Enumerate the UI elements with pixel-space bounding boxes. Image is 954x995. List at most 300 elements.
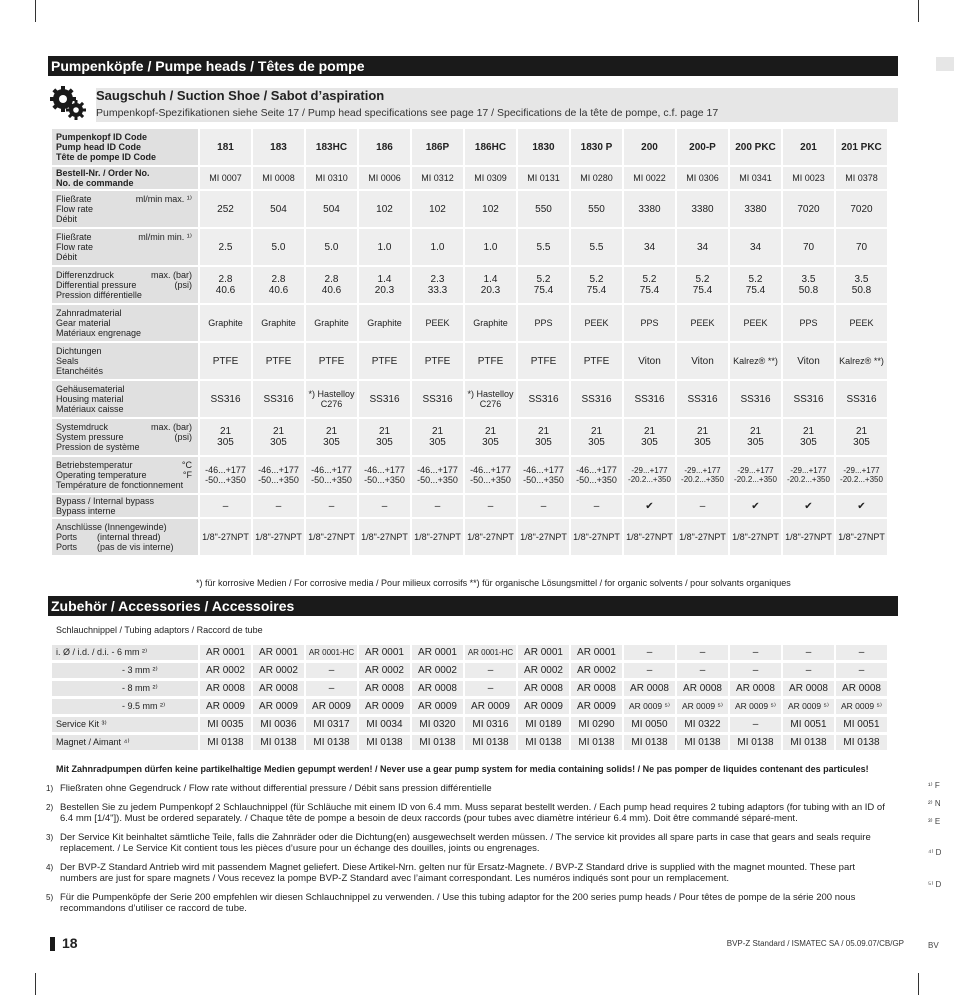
temp-cell: -29...+177 -20.2...+350	[783, 457, 834, 493]
sys-pressure-cell: 21 305	[783, 419, 834, 455]
order-cell: MI 0312	[412, 167, 463, 189]
acc-cell: AR 0001	[200, 645, 251, 660]
acc-cell: AR 0002	[412, 663, 463, 678]
acc-cell: AR 0009	[571, 699, 622, 714]
row-label: max. (bar) (psi) Differenzdruck Differential pressure Pression différentielle	[52, 267, 198, 303]
acc-cell: AR 0001	[412, 645, 463, 660]
order-cell: MI 0007	[200, 167, 251, 189]
housing-cell: *) Hastelloy C276	[465, 381, 516, 417]
flow-min-cell: 34	[730, 229, 781, 265]
housing-cell: SS316	[730, 381, 781, 417]
table-row	[52, 645, 887, 660]
acc-cell: –	[836, 663, 887, 678]
seals-cell: Viton	[783, 343, 834, 379]
acc-cell: AR 0008	[677, 681, 728, 696]
acc-cell: MI 0189	[518, 717, 569, 732]
housing-cell: SS316	[412, 381, 463, 417]
acc-cell: AR 0009 ⁵⁾	[624, 699, 675, 714]
acc-cell: MI 0138	[306, 735, 357, 750]
table-row	[52, 495, 887, 517]
acc-cell: AR 0002	[200, 663, 251, 678]
acc-cell: MI 0138	[677, 735, 728, 750]
acc-cell: –	[730, 717, 781, 732]
gear-cell: PPS	[783, 305, 834, 341]
housing-cell: SS316	[359, 381, 410, 417]
acc-cell: AR 0008	[783, 681, 834, 696]
seals-cell: PTFE	[518, 343, 569, 379]
acc-cell: –	[783, 645, 834, 660]
table-row	[52, 191, 887, 227]
head-id-cell: 181	[200, 129, 251, 165]
sys-pressure-cell: 21 305	[518, 419, 569, 455]
acc-cell: AR 0008	[624, 681, 675, 696]
row-label: Anschlüsse (Innengewinde) Ports (internal thread) Ports (pas de vis interne)	[52, 519, 198, 555]
temp-cell: -29...+177 -20.2...+350	[836, 457, 887, 493]
bypass-cell: ✔	[836, 495, 887, 517]
table-row	[52, 229, 887, 265]
table-row	[52, 735, 887, 750]
acc-cell: –	[836, 645, 887, 660]
ports-cell: 1/8"-27NPT	[783, 519, 834, 555]
housing-cell: SS316	[571, 381, 622, 417]
sys-pressure-cell: 21 305	[412, 419, 463, 455]
acc-cell: AR 0008	[200, 681, 251, 696]
acc-cell: MI 0051	[836, 717, 887, 732]
acc-cell: AR 0008	[836, 681, 887, 696]
housing-cell: SS316	[836, 381, 887, 417]
acc-cell: AR 0001	[571, 645, 622, 660]
bypass-cell: ✔	[730, 495, 781, 517]
crop-mark	[35, 0, 36, 22]
acc-cell: MI 0050	[624, 717, 675, 732]
acc-cell: –	[465, 681, 516, 696]
row-label: Zahnradmaterial Gear material Matériaux engrenage	[52, 305, 198, 341]
row-label: i. Ø / i.d. / d.i. - 6 mm ²⁾	[52, 645, 198, 660]
order-cell: MI 0310	[306, 167, 357, 189]
acc-cell: AR 0008	[518, 681, 569, 696]
ports-cell: 1/8"-27NPT	[306, 519, 357, 555]
accessories-subtitle: Schlauchnippel / Tubing adaptors / Raccord de tube	[56, 625, 263, 635]
next-page-mark: ²⁾ N	[928, 799, 941, 808]
flow-min-cell: 34	[624, 229, 675, 265]
acc-cell: –	[306, 681, 357, 696]
flow-max-cell: 550	[518, 191, 569, 227]
gear-cell: PEEK	[730, 305, 781, 341]
temp-cell: -46...+177 -50...+350	[412, 457, 463, 493]
ports-cell: 1/8"-27NPT	[624, 519, 675, 555]
footnotes	[46, 783, 892, 922]
bypass-cell: ✔	[783, 495, 834, 517]
ports-cell: 1/8"-27NPT	[465, 519, 516, 555]
gear-cell: Graphite	[306, 305, 357, 341]
row-label: Magnet / Aimant ⁴⁾	[52, 735, 198, 750]
head-id-cell: 1830 P	[571, 129, 622, 165]
acc-cell: AR 0008	[730, 681, 781, 696]
acc-cell: AR 0001	[518, 645, 569, 660]
gear-cell: Graphite	[200, 305, 251, 341]
flow-max-cell: 3380	[677, 191, 728, 227]
bypass-cell: –	[518, 495, 569, 517]
seals-cell: PTFE	[412, 343, 463, 379]
bypass-cell: –	[465, 495, 516, 517]
housing-cell: SS316	[518, 381, 569, 417]
acc-cell: –	[624, 663, 675, 678]
acc-cell: AR 0009 ⁵⁾	[836, 699, 887, 714]
table-row	[52, 681, 887, 696]
bypass-cell: ✔	[624, 495, 675, 517]
temp-cell: -46...+177 -50...+350	[518, 457, 569, 493]
warning-text: Mit Zahnradpumpen dürfen keine partikelhaltige Medien gepumpt werden! / Never use a gear pump system for media containing solids! / Ne pas pomper de liquides contenant des particules!	[56, 764, 869, 774]
temp-cell: -29...+177 -20.2...+350	[730, 457, 781, 493]
page-footer: BVP-Z Standard / ISMATEC SA / 05.09.07/CB/GP	[726, 939, 904, 948]
table-row	[52, 717, 887, 732]
acc-cell: –	[783, 663, 834, 678]
diff-pressure-cell: 1.4 20.3	[465, 267, 516, 303]
ports-cell: 1/8"-27NPT	[677, 519, 728, 555]
acc-cell: AR 0002	[253, 663, 304, 678]
flow-min-cell: 34	[677, 229, 728, 265]
acc-cell: –	[306, 663, 357, 678]
acc-cell: AR 0001	[253, 645, 304, 660]
flow-max-cell: 3380	[624, 191, 675, 227]
acc-cell: MI 0138	[730, 735, 781, 750]
housing-cell: SS316	[624, 381, 675, 417]
flow-min-cell: 1.0	[465, 229, 516, 265]
temp-cell: -46...+177 -50...+350	[253, 457, 304, 493]
head-id-cell: 1830	[518, 129, 569, 165]
ports-cell: 1/8"-27NPT	[412, 519, 463, 555]
crop-mark	[35, 973, 36, 995]
table-row	[52, 519, 887, 555]
head-id-cell: 183HC	[306, 129, 357, 165]
table-row	[52, 457, 887, 493]
sys-pressure-cell: 21 305	[465, 419, 516, 455]
order-cell: MI 0309	[465, 167, 516, 189]
head-id-cell: 201 PKC	[836, 129, 887, 165]
row-label: ml/min min. ¹⁾ Fließrate Flow rate Débit	[52, 229, 198, 265]
acc-cell: MI 0138	[412, 735, 463, 750]
accessories-table	[50, 642, 889, 753]
flow-min-cell: 1.0	[359, 229, 410, 265]
flow-max-cell: 252	[200, 191, 251, 227]
acc-cell: –	[677, 645, 728, 660]
ports-cell: 1/8"-27NPT	[253, 519, 304, 555]
acc-cell: MI 0138	[624, 735, 675, 750]
row-label: Dichtungen Seals Etanchéités	[52, 343, 198, 379]
ports-cell: 1/8"-27NPT	[730, 519, 781, 555]
acc-cell: MI 0138	[465, 735, 516, 750]
acc-cell: MI 0138	[200, 735, 251, 750]
gear-cell: PPS	[518, 305, 569, 341]
housing-cell: SS316	[783, 381, 834, 417]
table-row	[52, 167, 887, 189]
next-page-edge	[936, 57, 954, 71]
flow-min-cell: 5.5	[518, 229, 569, 265]
gear-cell: PEEK	[412, 305, 463, 341]
crop-mark	[918, 0, 919, 22]
flow-min-cell: 1.0	[412, 229, 463, 265]
acc-cell: AR 0009	[253, 699, 304, 714]
diff-pressure-cell: 3.5 50.8	[783, 267, 834, 303]
seals-cell: Viton	[624, 343, 675, 379]
page-marker	[50, 937, 55, 951]
sys-pressure-cell: 21 305	[677, 419, 728, 455]
row-label: Gehäusematerial Housing material Matériaux caisse	[52, 381, 198, 417]
flow-max-cell: 550	[571, 191, 622, 227]
bypass-cell: –	[571, 495, 622, 517]
head-id-cell: 200 PKC	[730, 129, 781, 165]
bypass-cell: –	[677, 495, 728, 517]
head-id-cell: 186P	[412, 129, 463, 165]
housing-cell: SS316	[253, 381, 304, 417]
seals-cell: PTFE	[359, 343, 410, 379]
table-row	[52, 419, 887, 455]
flow-min-cell: 2.5	[200, 229, 251, 265]
acc-cell: –	[465, 663, 516, 678]
footnote: 2) Bestellen Sie zu jedem Pumpenkopf 2 Schlauchnippel (für Schläuche mit einem ID von 6.4 mm. Muss separat bestellt werden. / Each pump head requires 2 tubing adaptors (for tubing with an ID of 6.4 mm [1/4"]). Must be ordered separately. / Chaque tête de pompe a besoin de deux raccords (pour tubes avec diamètre intérieur 6.4 mm). Doit être commandé séparé-ment.	[46, 802, 885, 824]
next-page-mark: ³⁾ E	[928, 817, 941, 826]
seals-cell: Kalrez® **)	[730, 343, 781, 379]
acc-cell: MI 0138	[571, 735, 622, 750]
bypass-cell: –	[412, 495, 463, 517]
row-label: ml/min max. ¹⁾ Fließrate Flow rate Débit	[52, 191, 198, 227]
gear-cell: Graphite	[253, 305, 304, 341]
acc-cell: AR 0009 ⁵⁾	[677, 699, 728, 714]
next-page-mark: ¹⁾ F	[928, 781, 940, 790]
ports-cell: 1/8"-27NPT	[200, 519, 251, 555]
acc-cell: AR 0002	[359, 663, 410, 678]
seals-cell: Viton	[677, 343, 728, 379]
acc-cell: MI 0290	[571, 717, 622, 732]
ports-cell: 1/8"-27NPT	[359, 519, 410, 555]
row-label: Service Kit ³⁾	[52, 717, 198, 732]
acc-cell: AR 0009	[465, 699, 516, 714]
sys-pressure-cell: 21 305	[306, 419, 357, 455]
seals-cell: PTFE	[253, 343, 304, 379]
ports-cell: 1/8"-27NPT	[518, 519, 569, 555]
temp-cell: -46...+177 -50...+350	[306, 457, 357, 493]
acc-cell: AR 0008	[359, 681, 410, 696]
flow-max-cell: 7020	[783, 191, 834, 227]
acc-cell: –	[624, 645, 675, 660]
diff-pressure-cell: 5.2 75.4	[677, 267, 728, 303]
seals-cell: Kalrez® **)	[836, 343, 887, 379]
head-id-cell: 183	[253, 129, 304, 165]
footnote: 3) Der Service Kit beinhaltet sämtliche Teile, falls die Zahnräder oder die Dichtung(en) ausgewechselt werden müssen. / The service kit provides all spare parts in case that gears and seals require replacement. / Le Service Kit contient tous les pièces d’usure pour un échange des douilles, joints ou engrenages.	[46, 832, 871, 854]
gear-cell: PEEK	[571, 305, 622, 341]
flow-min-cell: 5.0	[253, 229, 304, 265]
acc-cell: AR 0009	[412, 699, 463, 714]
diff-pressure-cell: 5.2 75.4	[518, 267, 569, 303]
seals-cell: PTFE	[571, 343, 622, 379]
acc-cell: AR 0009	[359, 699, 410, 714]
gear-cell: Graphite	[359, 305, 410, 341]
housing-cell: *) Hastelloy C276	[306, 381, 357, 417]
acc-cell: MI 0320	[412, 717, 463, 732]
section-title-pump-heads: Pumpenköpfe / Pumpe heads / Têtes de pompe	[48, 56, 898, 76]
row-label: - 3 mm ²⁾	[52, 663, 198, 678]
diff-pressure-cell: 1.4 20.3	[359, 267, 410, 303]
acc-cell: AR 0001-HC	[465, 645, 516, 660]
diff-pressure-cell: 3.5 50.8	[836, 267, 887, 303]
acc-cell: AR 0009 ⁵⁾	[730, 699, 781, 714]
order-cell: MI 0341	[730, 167, 781, 189]
diff-pressure-cell: 5.2 75.4	[571, 267, 622, 303]
footnote: 1) Fließraten ohne Gegendruck / Flow rate without differential pressure / Débit sans pression différentielle	[46, 783, 492, 794]
acc-cell: MI 0138	[783, 735, 834, 750]
order-cell: MI 0023	[783, 167, 834, 189]
diff-pressure-cell: 2.8 40.6	[253, 267, 304, 303]
diff-pressure-cell: 2.3 33.3	[412, 267, 463, 303]
acc-cell: MI 0138	[518, 735, 569, 750]
acc-cell: AR 0002	[518, 663, 569, 678]
acc-cell: MI 0051	[783, 717, 834, 732]
acc-cell: MI 0317	[306, 717, 357, 732]
diff-pressure-cell: 2.8 40.6	[200, 267, 251, 303]
order-cell: MI 0306	[677, 167, 728, 189]
order-cell: MI 0006	[359, 167, 410, 189]
temp-cell: -29...+177 -20.2...+350	[677, 457, 728, 493]
housing-cell: SS316	[677, 381, 728, 417]
acc-cell: –	[730, 645, 781, 660]
flow-min-cell: 5.0	[306, 229, 357, 265]
acc-cell: AR 0009 ⁵⁾	[783, 699, 834, 714]
acc-cell: MI 0138	[253, 735, 304, 750]
acc-cell: AR 0002	[571, 663, 622, 678]
acc-cell: MI 0138	[359, 735, 410, 750]
ports-cell: 1/8"-27NPT	[836, 519, 887, 555]
head-id-cell: 186	[359, 129, 410, 165]
temp-cell: -46...+177 -50...+350	[200, 457, 251, 493]
diff-pressure-cell: 5.2 75.4	[730, 267, 781, 303]
flow-max-cell: 7020	[836, 191, 887, 227]
acc-cell: AR 0009	[200, 699, 251, 714]
gear-cell: Graphite	[465, 305, 516, 341]
flow-min-cell: 70	[783, 229, 834, 265]
bypass-cell: –	[253, 495, 304, 517]
acc-cell: AR 0009	[306, 699, 357, 714]
sys-pressure-cell: 21 305	[836, 419, 887, 455]
sys-pressure-cell: 21 305	[730, 419, 781, 455]
head-id-cell: 201	[783, 129, 834, 165]
footnote: 5) Für die Pumpenköpfe der Serie 200 empfehlen wir diesen Schlauchnippel zu verwenden. / Use this tubing adaptor for the 200 series pump heads / Pour têtes de pompe de la série 200 nous recommandons d’utiliser ce raccord de tube.	[46, 892, 856, 914]
head-id-cell: 186HC	[465, 129, 516, 165]
sys-pressure-cell: 21 305	[200, 419, 251, 455]
flow-max-cell: 3380	[730, 191, 781, 227]
sys-pressure-cell: 21 305	[571, 419, 622, 455]
seals-cell: PTFE	[200, 343, 251, 379]
next-page-mark: BV	[928, 941, 939, 950]
footnote: 4) Der BVP-Z Standard Antrieb wird mit passendem Magnet geliefert. Diese Artikel-Nrn. gelten nur für Ersatz-Magnete. / BVP-Z Standard drive is supplied with the magnet mounted. These part numbers are just for spare magnets / Vous recevez la pompe BVP-Z Standard avec l’aimant correspondant. Les numéros indiqués sont pour un remplacement.	[46, 862, 856, 884]
sys-pressure-cell: 21 305	[359, 419, 410, 455]
gears-icon	[48, 82, 88, 122]
table-row	[52, 267, 887, 303]
acc-cell: MI 0322	[677, 717, 728, 732]
acc-cell: AR 0008	[571, 681, 622, 696]
row-label: °C °F Betriebstemperatur Operating temperature Température de fonctionnement	[52, 457, 198, 493]
seals-cell: PTFE	[306, 343, 357, 379]
flow-max-cell: 102	[359, 191, 410, 227]
flow-max-cell: 102	[412, 191, 463, 227]
sys-pressure-cell: 21 305	[253, 419, 304, 455]
row-label: Bypass / Internal bypass Bypass interne	[52, 495, 198, 517]
order-cell: MI 0280	[571, 167, 622, 189]
subsection-title: Saugschuh / Suction Shoe / Sabot d’aspiration	[96, 88, 385, 103]
gear-cell: PEEK	[677, 305, 728, 341]
table-row	[52, 381, 887, 417]
flow-max-cell: 504	[306, 191, 357, 227]
crop-mark	[918, 973, 919, 995]
table-row	[52, 663, 887, 678]
temp-cell: -46...+177 -50...+350	[571, 457, 622, 493]
head-id-cell: 200	[624, 129, 675, 165]
star-footnote: *) für korrosive Medien / For corrosive media / Pour milieux corrosifs **) für organische Lösungsmittel / for organic solvents / pour solvants organiques	[196, 578, 791, 588]
pump-head-spec-table	[50, 127, 889, 557]
row-label: Pumpenkopf ID Code Pump head ID Code Tête de pompe ID Code	[52, 129, 198, 165]
row-label: Bestell-Nr. / Order No. No. de commande	[52, 167, 198, 189]
temp-cell: -29...+177 -20.2...+350	[624, 457, 675, 493]
flow-max-cell: 102	[465, 191, 516, 227]
order-cell: MI 0131	[518, 167, 569, 189]
bypass-cell: –	[359, 495, 410, 517]
table-row	[52, 343, 887, 379]
order-cell: MI 0378	[836, 167, 887, 189]
acc-cell: –	[730, 663, 781, 678]
temp-cell: -46...+177 -50...+350	[359, 457, 410, 493]
table-row	[52, 129, 887, 165]
gear-cell: PEEK	[836, 305, 887, 341]
flow-min-cell: 5.5	[571, 229, 622, 265]
sys-pressure-cell: 21 305	[624, 419, 675, 455]
bypass-cell: –	[306, 495, 357, 517]
acc-cell: MI 0138	[836, 735, 887, 750]
acc-cell: MI 0316	[465, 717, 516, 732]
table-row	[52, 699, 887, 714]
row-label: - 9.5 mm ²⁾	[52, 699, 198, 714]
acc-cell: MI 0036	[253, 717, 304, 732]
housing-cell: SS316	[200, 381, 251, 417]
order-cell: MI 0022	[624, 167, 675, 189]
subsection-description: Pumpenkopf-Spezifikationen siehe Seite 17 / Pump head specifications see page 17 / Specifications de la tête de pompe, c.f. page 17	[96, 107, 719, 119]
acc-cell: AR 0001	[359, 645, 410, 660]
ports-cell: 1/8"-27NPT	[571, 519, 622, 555]
acc-cell: AR 0009	[518, 699, 569, 714]
flow-min-cell: 70	[836, 229, 887, 265]
acc-cell: –	[677, 663, 728, 678]
row-label: max. (bar) (psi) Systemdruck System pressure Pression de système	[52, 419, 198, 455]
diff-pressure-cell: 2.8 40.6	[306, 267, 357, 303]
table-row	[52, 305, 887, 341]
acc-cell: MI 0034	[359, 717, 410, 732]
next-page-mark: ⁵⁾ D	[928, 880, 942, 889]
acc-cell: AR 0008	[412, 681, 463, 696]
order-cell: MI 0008	[253, 167, 304, 189]
next-page-mark: ⁴⁾ D	[928, 848, 942, 857]
seals-cell: PTFE	[465, 343, 516, 379]
page-number: 18	[62, 935, 78, 951]
bypass-cell: –	[200, 495, 251, 517]
flow-max-cell: 504	[253, 191, 304, 227]
temp-cell: -46...+177 -50...+350	[465, 457, 516, 493]
row-label: - 8 mm ²⁾	[52, 681, 198, 696]
acc-cell: MI 0035	[200, 717, 251, 732]
acc-cell: AR 0008	[253, 681, 304, 696]
section-title-accessories: Zubehör / Accessories / Accessoires	[48, 596, 898, 616]
gear-cell: PPS	[624, 305, 675, 341]
diff-pressure-cell: 5.2 75.4	[624, 267, 675, 303]
head-id-cell: 200-P	[677, 129, 728, 165]
acc-cell: AR 0001-HC	[306, 645, 357, 660]
